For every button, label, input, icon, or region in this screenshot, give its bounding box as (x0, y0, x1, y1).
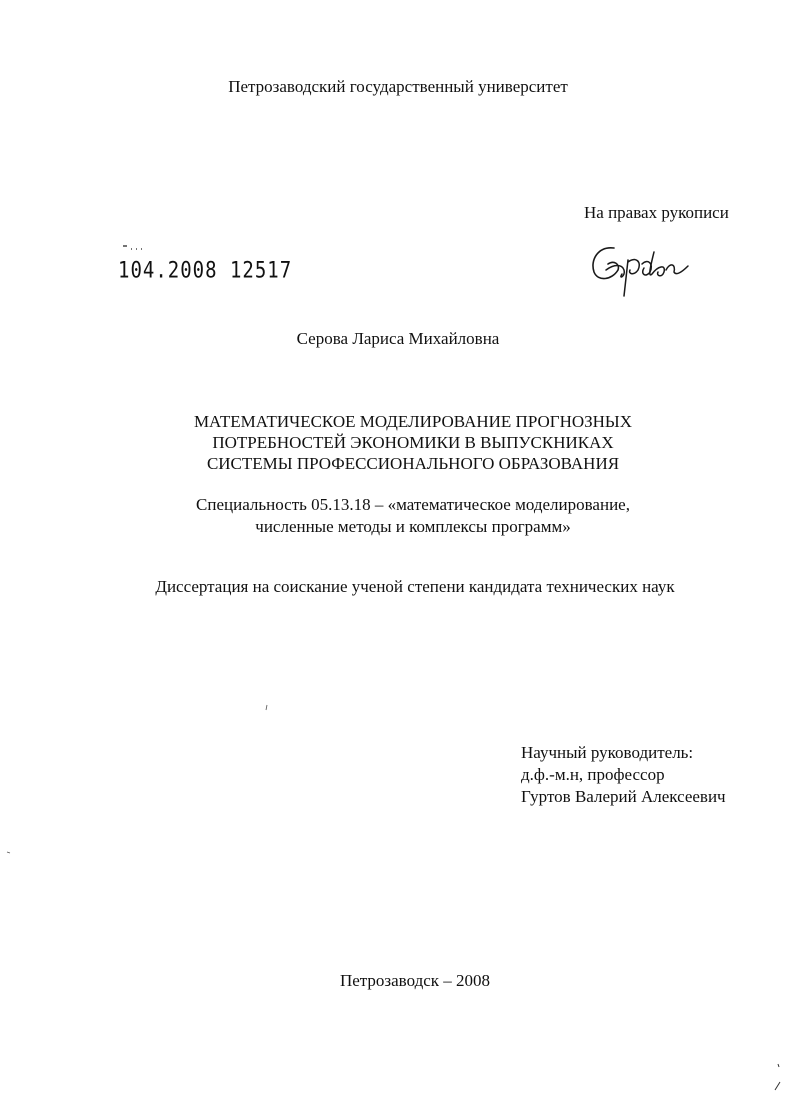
scan-speck (6, 850, 12, 856)
author-signature (584, 234, 694, 300)
author-name: Серова Лариса Михайловна (296, 329, 500, 348)
manuscript-note: На правах рукописи (584, 203, 729, 222)
registration-marks-icon (121, 244, 145, 252)
university-name: Петрозаводский государственный университет (228, 77, 568, 96)
city-year: Петрозаводск – 2008 (339, 971, 491, 990)
specialty-line: Специальность 05.13.18 – «математическое моделирование, (196, 495, 630, 514)
registration-number: 104.2008 12517 (118, 258, 293, 284)
advisor-name: Гуртов Валерий Алексеевич (521, 787, 726, 806)
advisor-label: Научный руководитель: (521, 743, 694, 762)
specialty-line: численные методы и комплексы программ» (255, 517, 571, 536)
scan-speck (770, 1062, 784, 1092)
dissertation-title-line: СИСТЕМЫ ПРОФЕССИОНАЛЬНОГО ОБРАЗОВАНИЯ (206, 454, 620, 473)
dissertation-title-line: ПОТРЕБНОСТЕЙ ЭКОНОМИКИ В ВЫПУСКНИКАХ (212, 433, 614, 452)
dissertation-title-line: МАТЕМАТИЧЕСКОЕ МОДЕЛИРОВАНИЕ ПРОГНОЗНЫХ (193, 412, 633, 431)
dissertation-type: Диссертация на соискание ученой степени кандидата технических наук (155, 577, 675, 596)
scan-speck (264, 704, 270, 712)
advisor-degree: д.ф.-м.н, профессор (521, 765, 665, 784)
